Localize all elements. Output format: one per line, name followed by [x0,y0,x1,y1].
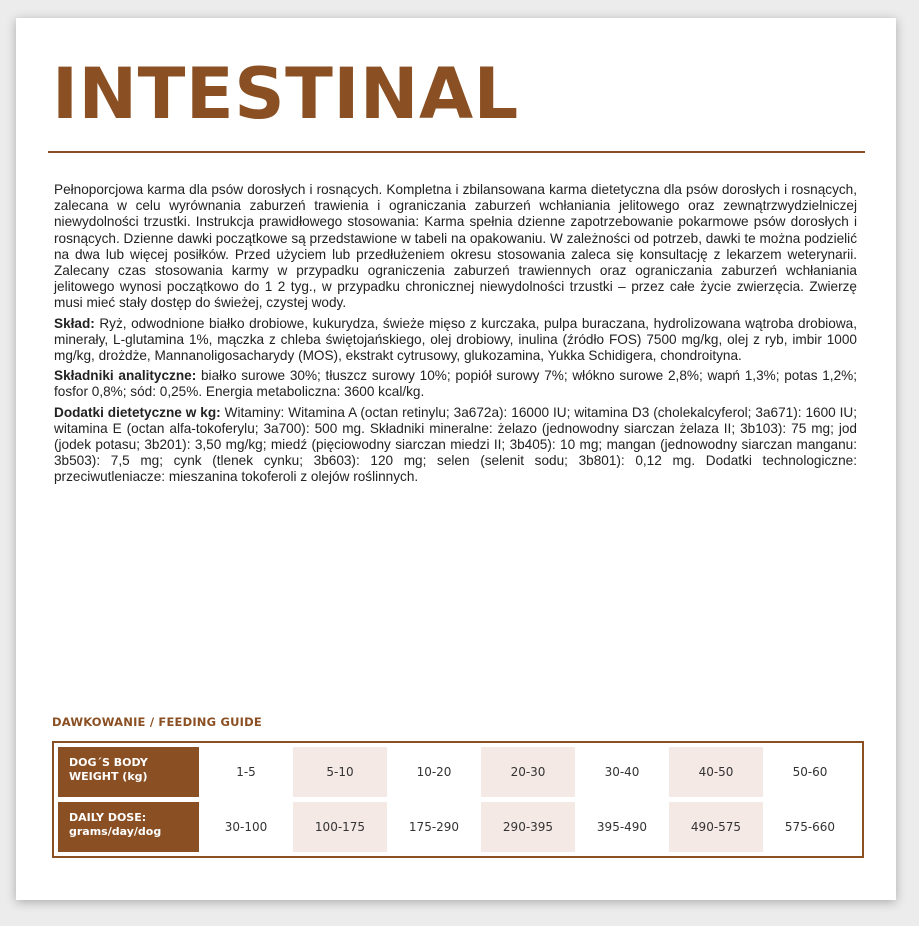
product-title: INTESTINAL [52,53,519,135]
additives-text: Witaminy: Witamina A (octan retinylu; 3a672a): 16000 IU; witamina D3 (cholekalcyferol; 3a671): 1600 IU; witamina E (octan alfa-tokoferylu; 3a700): 500 mg. Składniki mineralne: żelazo (jednowodny siarczan żelaza II; 3b103): 75 mg; jod (jodek potasu; 3b201): 3,50 mg/kg; miedź (pięciowodny siarczan miedzi II; 3b405): 10 mg; mangan (jednowodny siarczan manganu: 3b503): 7,5 mg; cynk (tlenek cynku; 3b603): 120 mg; selen (selenit sodu; 3b801): 0,12 mg. Dodatki technologiczne: przeciwutleniacze: mieszanina tokoferoli z olejów roślinnych. [54,404,858,485]
dose-cell: 100-175 [293,802,387,852]
composition-text: Ryż, odwodnione białko drobiowe, kukurydza, świeże mięso z kurczaka, pulpa buraczana, hydrolizowana wątroba drobiowa, minerały, L-glutamina 1%, mączka z chleba świętojańskiego, olej drobiowy, inulina (źródło FOS) 7500 mg/kg, olej z ryb, imbir 1000 mg/kg, drożdże, Mannanoligosacharydy (MOS), ekstrakt cytrusowy, glukozamina, Yukka Schidigera, chondroityna. [54,315,857,364]
title-divider [48,151,865,153]
dose-cell: 395-490 [596,820,648,834]
product-description-block [54,182,857,490]
dose-cell: 175-290 [408,820,460,834]
composition-paragraph [54,316,857,365]
dose-cell: 490-575 [669,802,763,852]
dose-cell: 290-395 [481,802,575,852]
weight-cell: 10-20 [416,765,452,779]
weight-cell: 30-40 [604,765,640,779]
additives-label: Dodatki dietetyczne w kg: [54,404,221,420]
weight-cell: 20-30 [481,747,575,797]
composition-label: Skład: [54,315,95,331]
product-card [16,18,896,900]
weight-cell: 50-60 [792,765,828,779]
weight-row-header: DOG´S BODY WEIGHT (kg) [58,747,199,797]
additives-paragraph [54,405,857,486]
weight-cell: 1-5 [236,765,256,779]
analytical-paragraph [54,368,857,400]
dose-row-header: DAILY DOSE: grams/day/dog [58,802,199,852]
weight-cell: 40-50 [669,747,763,797]
analytical-label: Składniki analityczne: [54,368,197,384]
dose-cell: 30-100 [224,820,268,834]
feeding-guide-table [52,741,864,858]
dose-row [58,802,858,852]
analytical-text: białko surowe 30%; tłuszcz surowy 10%; popiół surowy 7%; włókno surowe 2,8%; wapń 1,3%; potas 1,2%; fosfor 0,8%; sód: 0,25%. Energia metaboliczna: 3600 kcal/kg. [54,368,857,400]
dose-cell: 575-660 [784,820,836,834]
description-paragraph: Pełnoporcjowa karma dla psów dorosłych i rosnących. Kompletna i zbilansowana karma dietetyczna dla psów dorosłych i rosnących, zalecana w celu wyrównania zaburzeń trawienia i ograniczania zaburzeń wchłaniania jelitowego oraz zewnątrzwydzielniczej niewydolności trzustki. Instrukcja prawidłowego stosowania: Karma spełnia dzienne zapotrzebowanie pokarmowe psów dorosłych i rosnących. Dzienne dawki początkowe są przedstawione w tabeli na opakowaniu. W zależności od potrzeb, dawki te można podzielić na dwa lub więcej posiłków. Przed użyciem lub przedłużeniem okresu stosowania zaleca się konsultację z lekarzem weterynarii. Zalecany czas stosowania karmy w przypadku ograniczenia zaburzeń trawiennych oraz ograniczania zaburzeń wchłaniania jelitowego wynosi początkowo do 1 2 tyg., w przypadku chronicznej niewydolności trzustki – przez całe życie zwierzęcia. Zwierzę musi mieć stały dostęp do świeżej, czystej wody. [54,182,857,311]
weight-row [58,747,858,797]
weight-cell: 5-10 [293,747,387,797]
feeding-guide-heading: DAWKOWANIE / FEEDING GUIDE [52,715,262,729]
